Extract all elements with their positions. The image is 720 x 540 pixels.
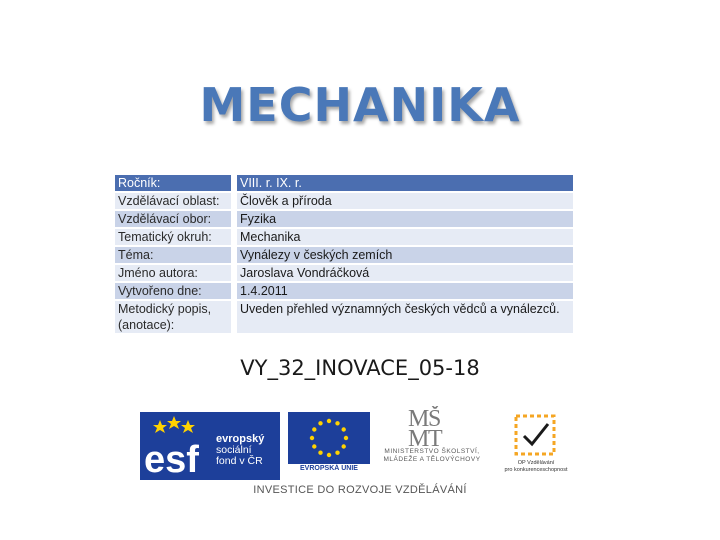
msmt-line-2: MLÁDEŽE A TĚLOVÝCHOVY — [383, 456, 481, 463]
table-row — [115, 175, 573, 192]
msmt-line-1: MINISTERSTVO ŠKOLSTVÍ, — [384, 448, 480, 455]
esf-text — [216, 434, 264, 467]
row-label: Tematický okruh: — [115, 228, 234, 246]
opvk-label — [492, 460, 580, 473]
opvk-logo — [492, 412, 580, 480]
table-row — [115, 264, 573, 282]
row-label: Téma: — [115, 246, 234, 264]
eu-label: EVROPSKÁ UNIE — [300, 465, 358, 472]
metadata-table — [115, 175, 573, 335]
table-row — [115, 228, 573, 246]
table-row — [115, 192, 573, 210]
row-value: Jaroslava Vondráčková — [234, 264, 573, 282]
msmt-logo — [378, 406, 486, 480]
material-code: VY_32_INOVACE_05-18 — [240, 356, 480, 380]
opvk-line-2: pro konkurenceschopnost — [504, 466, 568, 473]
table-row — [115, 246, 573, 264]
table-row — [115, 282, 573, 300]
esf-logo — [140, 412, 280, 480]
row-label: Metodický popis, (anotace): — [115, 300, 234, 334]
esf-line-2: sociální — [216, 444, 252, 456]
svg-text:Š: Š — [428, 406, 442, 432]
slide-title: MECHANIKA — [199, 78, 521, 132]
row-value: 1.4.2011 — [234, 282, 573, 300]
opvk-line-1: OP Vzdělávání — [517, 460, 555, 466]
opvk-mark-icon — [492, 412, 580, 458]
row-label: Ročník: — [115, 175, 234, 192]
eu-logo — [288, 412, 370, 480]
logo-strip — [140, 406, 580, 498]
svg-text:M: M — [408, 426, 430, 448]
row-value: VIII. r. IX. r. — [234, 175, 573, 192]
row-value: Fyzika — [234, 210, 573, 228]
table-row — [115, 300, 573, 334]
row-label: Vzdělávací obor: — [115, 210, 234, 228]
row-value: Mechanika — [234, 228, 573, 246]
row-label: Jméno autora: — [115, 264, 234, 282]
esf-line-3: fond v ČR — [216, 455, 263, 467]
svg-text:esf: esf — [144, 439, 199, 480]
row-label: Vzdělávací oblast: — [115, 192, 234, 210]
esf-line-1: evropský — [216, 433, 265, 445]
table-row — [115, 210, 573, 228]
row-label: Vytvořeno dne: — [115, 282, 234, 300]
svg-text:T: T — [428, 426, 443, 448]
investment-tagline: INVESTICE DO ROZVOJE VZDĚLÁVÁNÍ — [253, 484, 467, 496]
msmt-label — [378, 448, 486, 464]
eu-flag-icon — [288, 412, 370, 464]
row-value: Vynálezy v českých zemích — [234, 246, 573, 264]
msmt-mark-icon — [378, 406, 486, 448]
svg-text:M: M — [408, 406, 430, 432]
row-value: Člověk a příroda — [234, 192, 573, 210]
row-value: Uveden přehled významných českých vědců a vynálezců. — [234, 300, 573, 334]
